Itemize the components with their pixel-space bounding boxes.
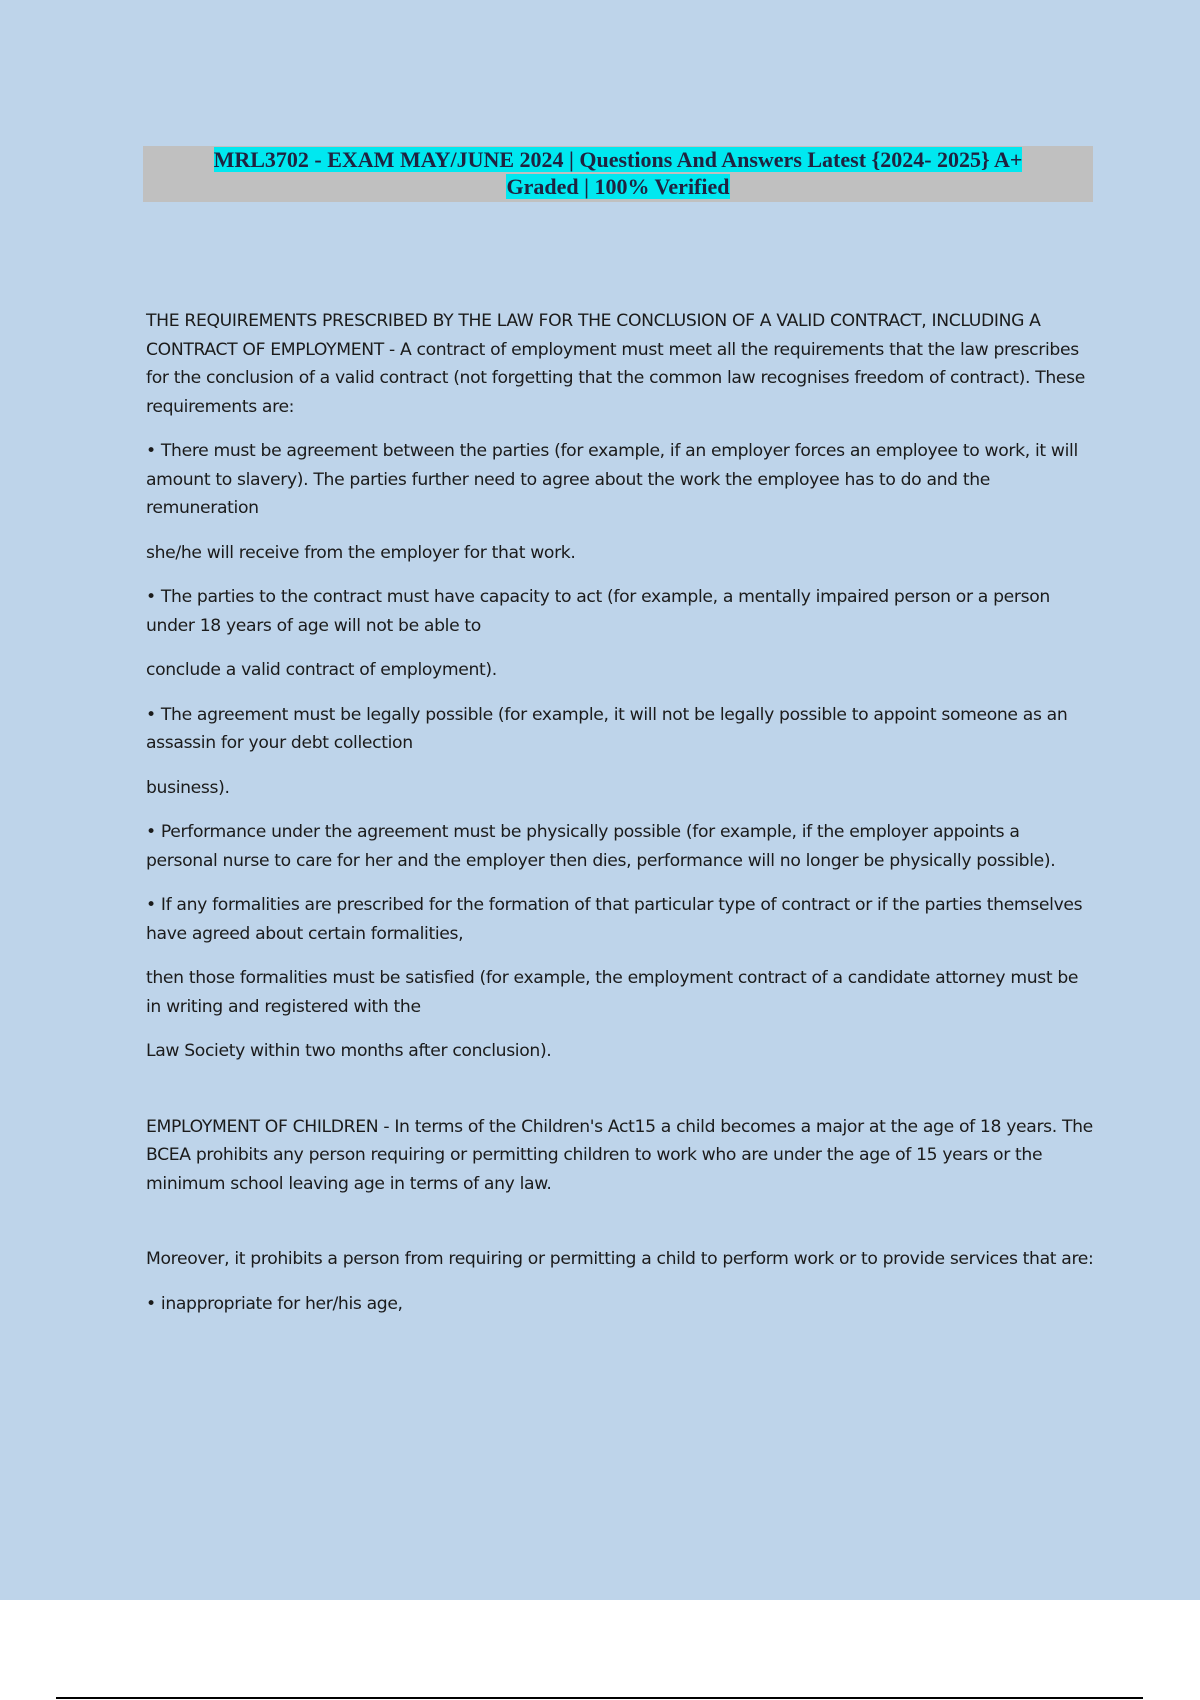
paragraph-agreement-cont: she/he will receive from the employer for that work. bbox=[146, 542, 576, 563]
paragraph-bullet-agreement: • There must be agreement between the parties (for example, if an employer forces an employee to work, it will amount to slavery). The parties further need to agree about the work the employee has to do and the remuneration bbox=[146, 441, 1078, 518]
paragraph-requirements-intro: THE REQUIREMENTS PRESCRIBED BY THE LAW FOR THE CONCLUSION OF A VALID CONTRACT, INCLUDING A CONTRACT OF EMPLOYMENT - A contract of employment must meet all the requirements that the law prescribes for the conclusion of a valid contract (not forgetting that the common law recognises freedom of contract). These requirements are: bbox=[146, 311, 1085, 417]
document-body bbox=[146, 307, 1096, 1334]
title-line-2: Graded | 100% Verified bbox=[506, 174, 730, 199]
paragraph-bullet-formalities: • If any formalities are prescribed for the formation of that particular type of contract or if the parties themselves have agreed about certain formalities, bbox=[146, 895, 1083, 944]
paragraph-prohibitions-intro: Moreover, it prohibits a person from requiring or permitting a child to perform work or to provide services that are: bbox=[146, 1249, 1094, 1269]
document-title bbox=[143, 146, 1093, 202]
paragraph-formalities-end: Law Society within two months after conclusion). bbox=[146, 1041, 552, 1061]
paragraph-bullet-inappropriate-age: • inappropriate for her/his age, bbox=[146, 1293, 403, 1314]
paragraph-capacity-cont: conclude a valid contract of employment). bbox=[146, 660, 497, 680]
paragraph-bullet-capacity: • The parties to the contract must have capacity to act (for example, a mentally impaired person or a person under 18 years of age will not be able to bbox=[146, 587, 1050, 636]
title-line-1: MRL3702 - EXAM MAY/JUNE 2024 | Questions And Answers Latest {2024- 2025} A+ bbox=[213, 147, 1023, 172]
paragraph-formalities-cont: then those formalities must be satisfied (for example, the employment contract of a candidate attorney must be in writing and registered with the bbox=[146, 968, 1079, 1017]
paragraph-bullet-physically-possible: • Performance under the agreement must be physically possible (for example, if the employer appoints a personal nurse to care for her and the employer then dies, performance will no longer be physically possible). bbox=[146, 822, 1056, 871]
paragraph-employment-of-children: EMPLOYMENT OF CHILDREN - In terms of the Children's Act15 a child becomes a major at the age of 18 years. The BCEA prohibits any person requiring or permitting children to work who are under the age of 15 years or the minimum school leaving age in terms of any law. bbox=[146, 1116, 1093, 1194]
page-footer-rule bbox=[56, 1697, 1143, 1699]
paragraph-bullet-legally-possible: • The agreement must be legally possible (for example, it will not be legally possible to appoint someone as an assassin for your debt collection bbox=[146, 704, 1068, 753]
paragraph-legally-possible-cont: business). bbox=[146, 777, 230, 798]
